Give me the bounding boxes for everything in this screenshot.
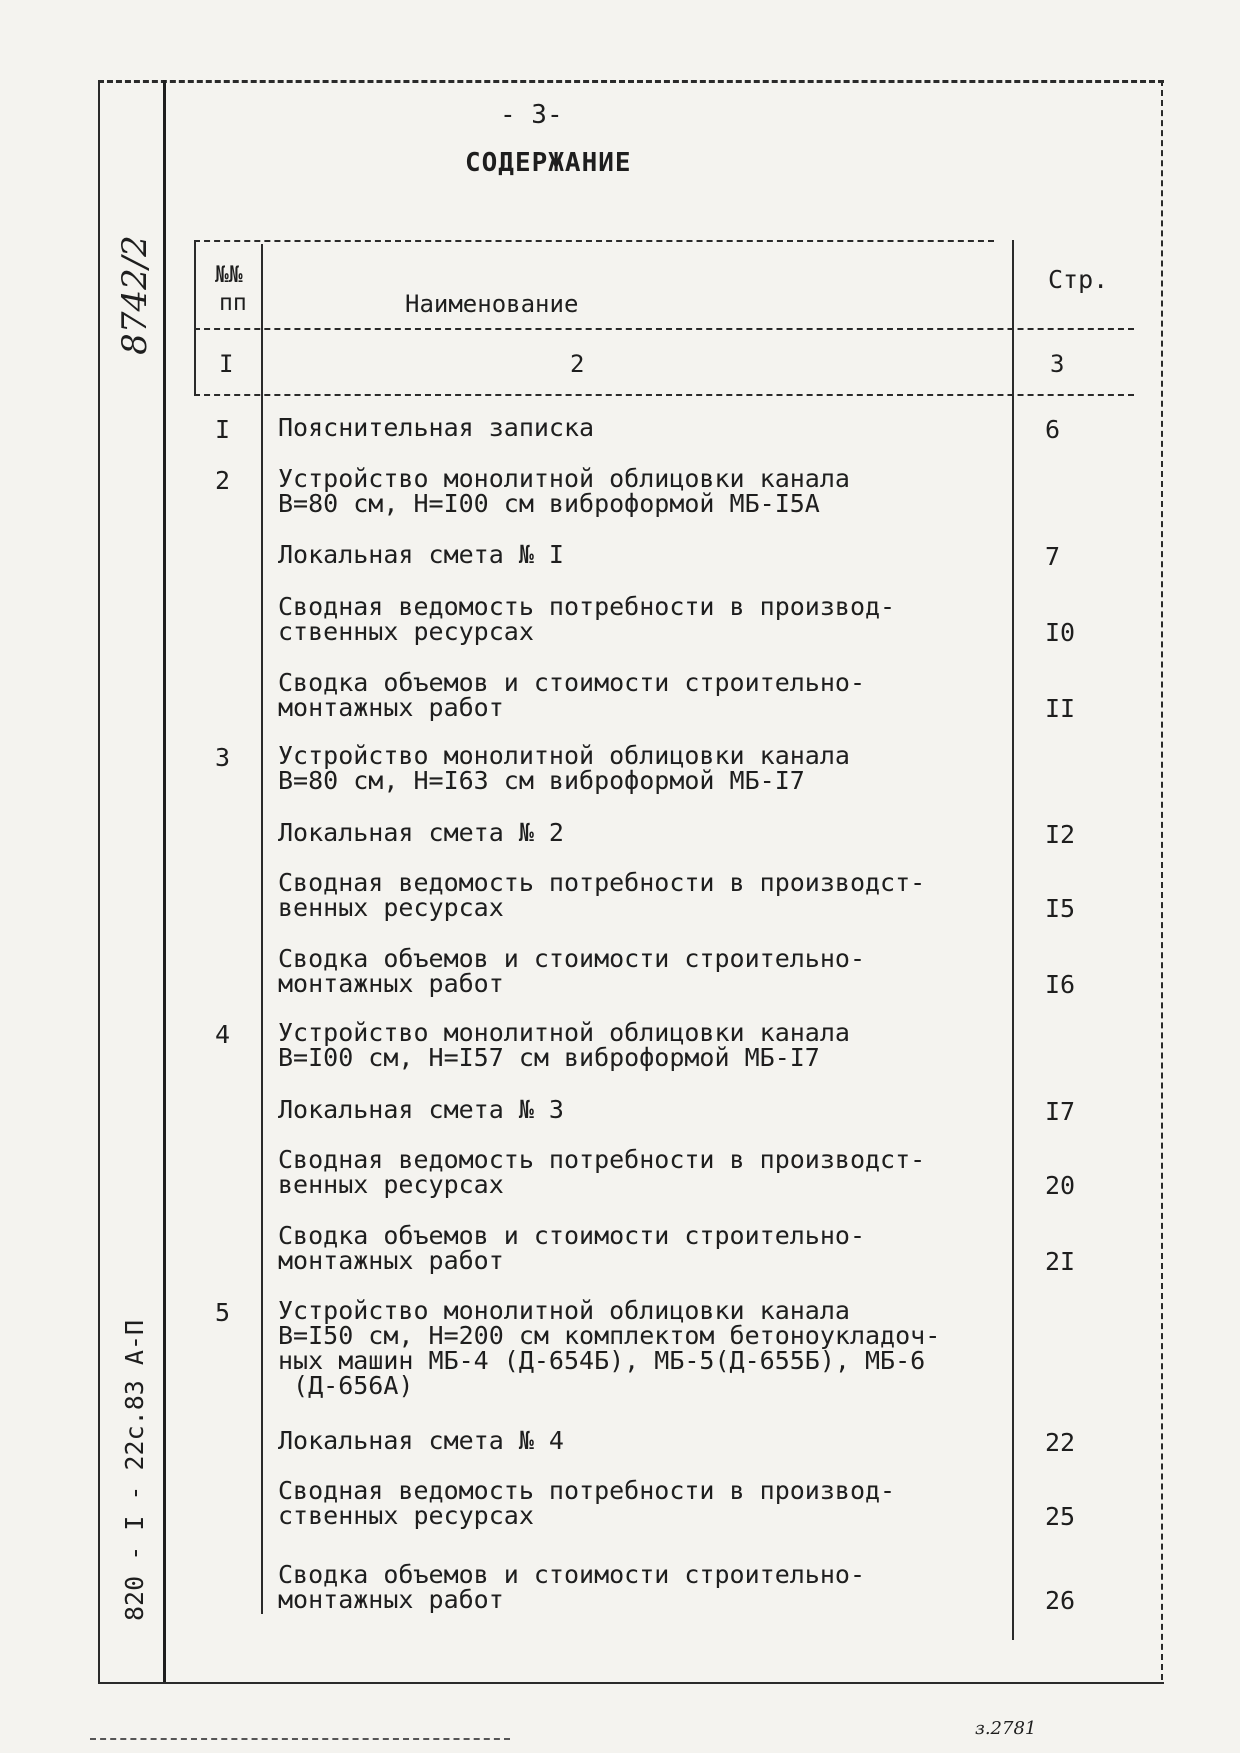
row-name-line: Локальная смета № I [278,540,564,569]
row-name-line: В=I50 см, Н=200 см комплектом бетоноукладоч- [278,1321,941,1350]
row-page: 25 [1045,1502,1076,1531]
row-name [278,542,998,567]
table-divider-num-name [261,244,263,1614]
row-name-line: (Д-656А) [278,1371,414,1400]
row-name-line: ственных ресурсах [278,1501,534,1530]
row-name-line: Локальная смета № 4 [278,1426,564,1455]
row-name-line: монтажных работ [278,1246,504,1275]
row-name-line: Локальная смета № 2 [278,818,564,847]
side-document-number [100,230,170,360]
row-name-line: В=80 см, Н=I63 см виброформой МБ-I7 [278,766,805,795]
row-name-line: Сводная ведомость потребности в производ- [278,1476,896,1505]
table-header-divider [194,328,1134,330]
row-name [278,1223,998,1273]
row-name [278,1097,998,1122]
row-page: 26 [1045,1586,1076,1615]
header-page: Стр. [1048,265,1109,294]
row-name-line: Устройство монолитной облицовки канала [278,741,850,770]
row-name [278,1298,998,1398]
row-name-line: монтажных работ [278,1585,504,1614]
archive-stamp: з.2781 [975,1718,1037,1739]
header-num-line2: пп [219,290,247,316]
row-name [278,1020,998,1070]
row-name [278,870,998,920]
row-name [278,466,998,516]
row-name [278,594,998,644]
row-name-line: монтажных работ [278,693,504,722]
row-number: 3 [215,743,231,772]
header-name: Наименование [405,290,579,318]
row-name-line: Пояснительная записка [278,413,595,442]
row-name-line: Локальная смета № 3 [278,1095,564,1124]
row-name [278,743,998,793]
row-page: 7 [1045,542,1061,571]
frame-bottom-line [98,1682,1164,1684]
row-name-line: В=80 см, Н=I00 см виброформой МБ-I5А [278,489,820,518]
side-document-code-text: 820 - I - 22с.83 А-П [120,1319,150,1621]
row-page: II [1045,694,1076,723]
row-name-line: Сводная ведомость потребности в производст- [278,868,926,897]
page-number: - 3- [500,100,563,130]
row-number: I [215,415,231,444]
row-page: 22 [1045,1428,1076,1457]
row-name [278,1147,998,1197]
row-name-line: Сводная ведомость потребности в производст- [278,1145,926,1174]
row-page: I7 [1045,1097,1076,1126]
side-document-number-text: 8742/2 [115,235,155,355]
row-name-line: венных ресурсах [278,893,504,922]
row-name-line: Сводка объемов и стоимости строительно- [278,668,865,697]
row-name-line: Сводка объемов и стоимости строительно- [278,944,865,973]
row-name-line: Устройство монолитной облицовки канала [278,1296,850,1325]
row-page: I6 [1045,970,1076,999]
row-name-line: Сводка объемов и стоимости строительно- [278,1560,865,1589]
row-name [278,670,998,720]
column-number-3: 3 [1050,350,1065,378]
row-name [278,1478,998,1528]
row-number: 5 [215,1298,231,1327]
frame-top-line [98,80,1164,83]
row-number: 4 [215,1020,231,1049]
row-name [278,1562,998,1612]
column-number-1: I [219,350,234,378]
row-name-line: Устройство монолитной облицовки канала [278,1018,850,1047]
row-name [278,1428,998,1453]
row-name-line: Устройство монолитной облицовки канала [278,464,850,493]
row-name-line: ственных ресурсах [278,617,534,646]
table-left-border [194,240,196,395]
header-num-line1: №№ [215,262,243,288]
frame-right-line [1161,80,1163,1680]
row-page: I5 [1045,894,1076,923]
bottom-margin-marks [90,1738,510,1740]
row-page: 2I [1045,1247,1076,1276]
table-column-numbers-divider [194,394,1134,396]
table-divider-name-page [1012,240,1014,1640]
table-top-border [194,240,994,242]
row-page: 6 [1045,415,1061,444]
row-name-line: монтажных работ [278,969,504,998]
row-page: I0 [1045,618,1076,647]
row-number: 2 [215,466,231,495]
row-name [278,946,998,996]
row-name-line: венных ресурсах [278,1170,504,1199]
row-name-line: Сводная ведомость потребности в производ- [278,592,896,621]
column-number-2: 2 [570,350,585,378]
row-name-line: ных машин МБ-4 (Д-654Б), МБ-5(Д-655Б), МБ-6 [278,1346,926,1375]
page-title: СОДЕРЖАНИЕ [465,148,632,178]
row-page: 20 [1045,1171,1076,1200]
row-name-line: Сводка объемов и стоимости строительно- [278,1221,865,1250]
row-name [278,820,998,845]
row-page: I2 [1045,820,1076,849]
row-name-line: В=I00 см, Н=I57 см виброформой МБ-I7 [278,1043,820,1072]
row-name [278,415,998,440]
side-document-code [110,1300,160,1640]
